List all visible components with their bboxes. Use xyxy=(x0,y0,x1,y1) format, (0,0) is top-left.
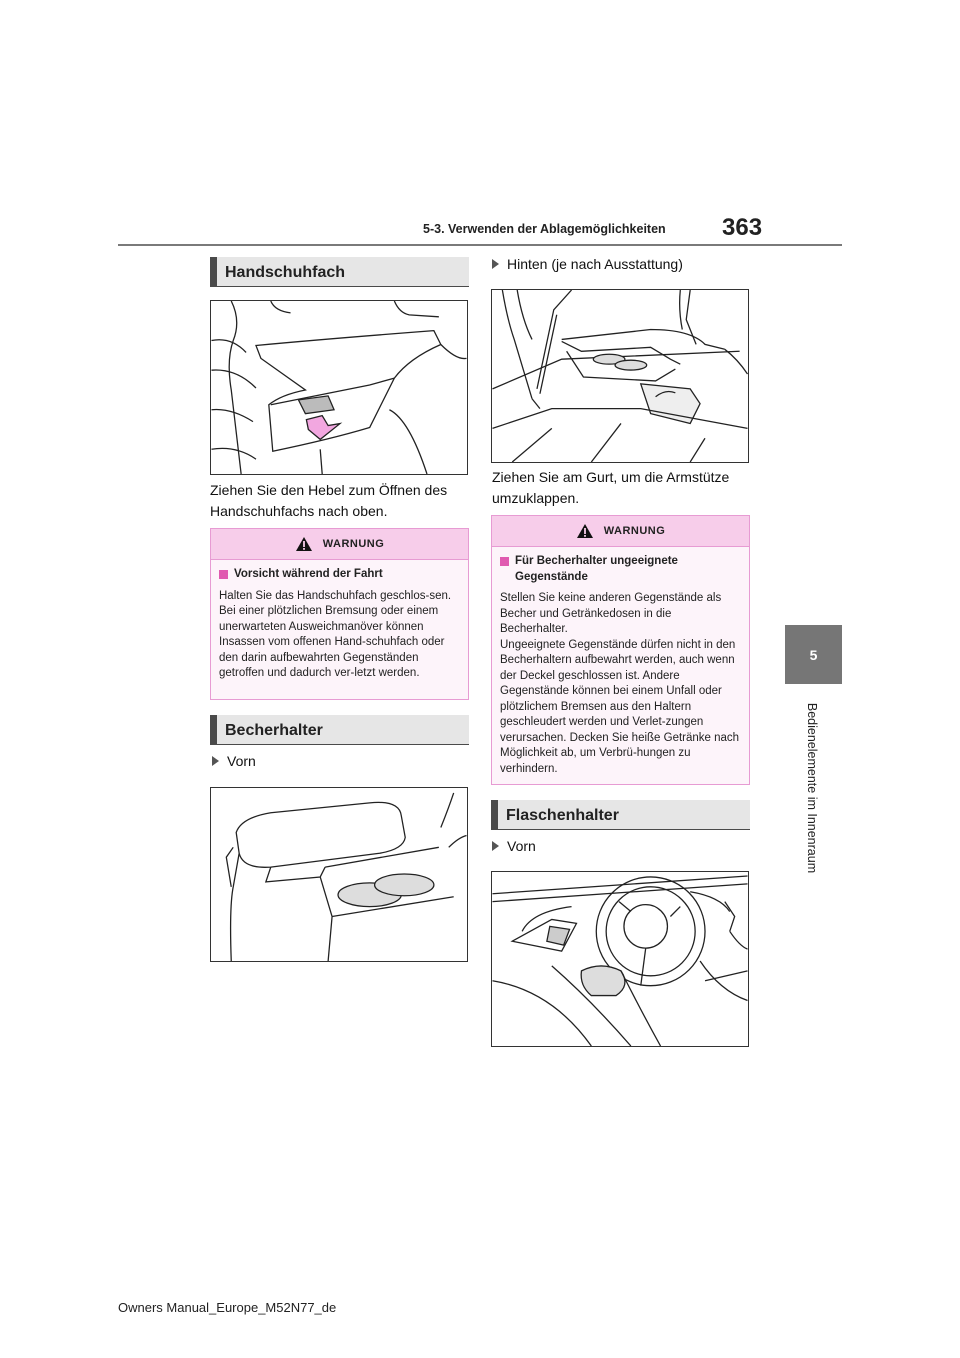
chapter-label-text: Bedienelemente im Innenraum xyxy=(805,702,819,874)
warning-subheading: Für Becherhalter ungeeignete Gegenstände xyxy=(515,555,678,583)
warning-square-icon xyxy=(500,557,509,566)
warning-text: Halten Sie das Handschuhfach geschlos-sen. Bei einer plötzlichen Bremsung oder einem unerwarteten Ausweichmanöver können Insassen vom offenen Hand-schuhfach oder den darin aufbewahrten Gegenständen getroffen und dadurch ver-letzt werden. xyxy=(219,589,452,679)
rear-instruction: Ziehen Sie am Gurt, um die Armstütze umzuklappen. xyxy=(492,469,730,506)
warning-subheading: Vorsicht während der Fahrt xyxy=(234,568,383,580)
warning-header xyxy=(492,516,749,547)
bottle-holder-illustration xyxy=(491,871,749,1047)
warning-title: WARNUNG xyxy=(603,525,666,537)
heading-bottle-holder: Flaschenhalter xyxy=(491,800,750,830)
bullet-triangle-icon xyxy=(492,841,499,851)
header-rule xyxy=(118,244,842,246)
bullet-front xyxy=(212,753,256,769)
warning-box-driving xyxy=(210,528,469,700)
rear-cupholder-illustration xyxy=(491,289,749,463)
glovebox-instruction: Ziehen Sie den Hebel zum Öffnen des Handschuhfachs nach oben. xyxy=(210,482,448,519)
bullet-rear-label: Hinten (je nach Ausstattung) xyxy=(507,256,683,272)
bullet-triangle-icon xyxy=(492,259,499,269)
warning-box-cupholder xyxy=(491,515,750,785)
bullet-front-label: Vorn xyxy=(227,753,256,769)
warning-square-icon xyxy=(219,570,228,579)
warning-triangle-icon xyxy=(295,536,313,552)
warning-header xyxy=(211,529,468,560)
warning-text-2: Ungeeignete Gegenstände dürfen nicht in den Becherhaltern aufbewahrt werden, auch wenn der Deckel geschlossen ist. Andere Gegenstände können bei einem Unfall oder plötzlichem Bremsen aus den Haltern geschleudert werden und Verlet-zungen verursachen. Decken Sie heiße Getränke nach Möglichkeit ab, um Verbrü-hungen zu verhindern. xyxy=(500,638,740,775)
bullet-front-2 xyxy=(492,838,536,854)
bullet-front-2-label: Vorn xyxy=(507,838,536,854)
warning-triangle-icon xyxy=(576,523,594,539)
glovebox-illustration xyxy=(210,300,468,475)
warning-text-1: Stellen Sie keine anderen Gegenstände als Becher und Getränkedosen in die Becherhalter. xyxy=(500,592,722,635)
heading-cupholder: Becherhalter xyxy=(210,715,469,745)
chapter-label xyxy=(742,688,882,888)
front-cupholder-illustration xyxy=(210,787,468,962)
page-number: 363 xyxy=(722,214,763,241)
section-title: 5-3. Verwenden der Ablagemöglichkeiten xyxy=(423,222,666,236)
bullet-rear xyxy=(492,256,683,272)
heading-glovebox: Handschuhfach xyxy=(210,257,469,287)
footer-manual-id: Owners Manual_Europe_M52N77_de xyxy=(118,1300,337,1315)
warning-title: WARNUNG xyxy=(322,538,385,550)
bullet-triangle-icon xyxy=(212,756,219,766)
chapter-tab: 5 xyxy=(785,625,842,684)
